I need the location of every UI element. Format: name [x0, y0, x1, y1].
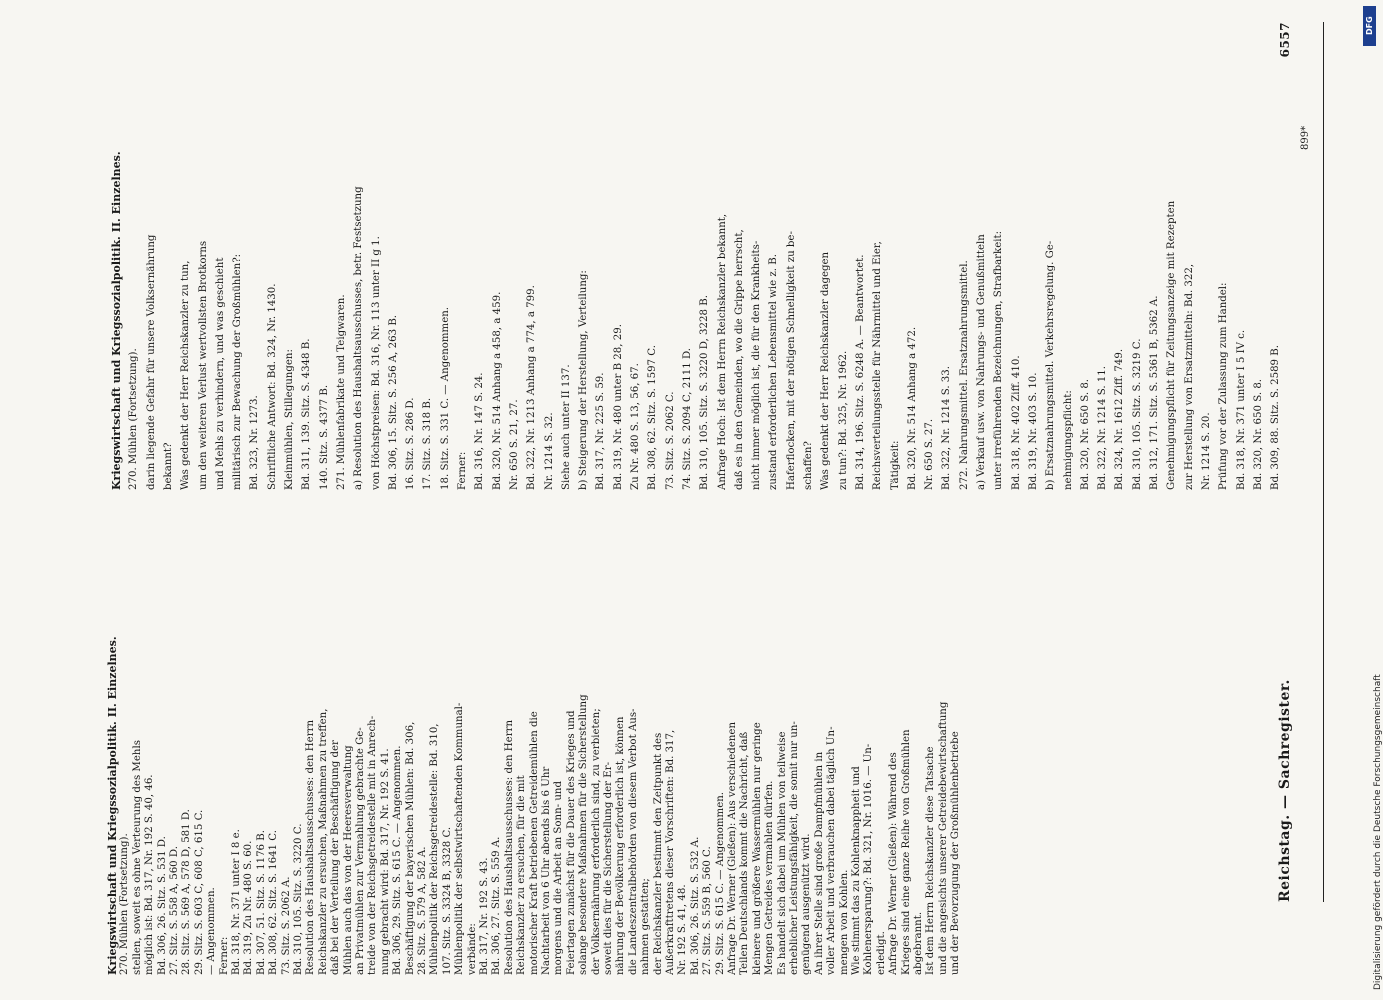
dfg-logo: DFG [1363, 6, 1376, 46]
text-line: solange besondere Maßnahmen für die Sicherstellung [578, 694, 590, 975]
text-line: erheblicher Leistungsfähigkeit, die somit nur un- [789, 721, 800, 975]
text-line: Bd. 324, Nr. 1612 Ziff. 749. [1114, 348, 1126, 490]
text-line: a) Verkauf usw. von Nahrungs- und Genußmitteln [976, 234, 987, 490]
text-line: Bd. 322, Nr. 1214 S. 33. [941, 365, 953, 490]
text-line: morgens und die Arbeit an Sonn- und [553, 781, 565, 975]
text-line: Bd. 319, Zu Nr. 480 S. 60. [243, 840, 255, 975]
text-line: Ist dem Herrn Reichskanzler diese Tatsache [925, 746, 937, 975]
text-line: nehmigungspflicht: [1062, 390, 1074, 490]
text-line: genügend ausgenützt wird. [801, 833, 813, 975]
text-line: Was gedenkt der Herr Reichskanzler dagegen [820, 251, 832, 490]
text-line: Bd. 307, 51. Sitz. S. 1176 B. [255, 829, 267, 975]
text-line: 27. Sitz. S. 558 A, 560 D. [169, 846, 180, 975]
text-line: Mühlen auch das von der Heeresverwaltung [342, 745, 354, 975]
text-line: Bd. 308, 62. Sitz. S. 1597 C. [647, 345, 659, 490]
text-line: an Privatmühlen zur Vermahlung gebrachte Ge- [355, 727, 366, 975]
text-line: nung gebracht wird: Bd. 317, Nr. 192 S. 41. [379, 748, 391, 975]
text-line: Außerkrafttretens dieser Vorschriften: Bd. 317, [665, 729, 676, 975]
text-line: 16. Sitz. S. 286 D. [405, 397, 417, 490]
text-line: Nr. 650 S. 27. [924, 418, 936, 490]
text-line: Resolution des Haushaltsausschusses: den Herrn [305, 719, 317, 975]
text-line: 140. Sitz. S. 4377 B. [318, 384, 330, 490]
text-line: Mengen Getreides vermahlen dürfen. [764, 780, 776, 975]
text-line: Bd. 306, 26. Sitz. S. 532 A. [689, 836, 701, 975]
text-line: Bd. 320, Nr. 514 Anhang a 458, a 459. [491, 291, 503, 490]
text-line: Bd. 319, Nr. 480 unter B 28, 29. [612, 324, 624, 490]
text-line: stellen, soweit es ohne Verteurung des Mehls [131, 740, 143, 975]
text-line: treide von der Reichsgetreidestelle mit in Anrech- [367, 715, 379, 975]
text-line: Bd. 312, 171. Sitz. S. 5361 B, 5362 A. [1149, 295, 1160, 490]
text-line: Wie stimmt das zu Kohlenknappheit und [851, 766, 862, 975]
text-line: nicht immer möglich ist, die für den Krankheits- [751, 240, 763, 490]
text-line: nährung der Bevölkerung erforderlich ist, können [615, 716, 627, 975]
text-line: daß bei der Verteilung der Beschäftigung der [330, 740, 342, 975]
text-line: Nr. 192 S. 41, 48. [677, 884, 689, 975]
text-line: darin liegende Gefahr für unsere Volksernährung [145, 234, 157, 490]
text-line: zu tun?: Bd. 325, Nr. 1962. [837, 350, 849, 490]
page-number: 6557 [1278, 22, 1292, 58]
text-line: Bd. 320, Nr. 514 Anhang a 472. [906, 326, 918, 490]
text-line: Bd. 310, 105. Sitz. S. 3219 C. [1131, 338, 1143, 490]
text-line: Bd. 320, Nr. 650 S. 8. [1079, 378, 1091, 490]
text-line: kleinere und größere Wassermühlen nur geringe [751, 722, 763, 975]
text-line: militärisch zur Bewachung der Großmühlen?: [232, 253, 244, 490]
text-line: Bd. 322, Nr. 1213 Anhang a 774, a 799. [526, 285, 538, 490]
text-line: 27. Sitz. S. 559 B, 560 C. [702, 846, 714, 975]
text-line: mengen von Kohlen. [838, 869, 850, 975]
footer-mark: 899* [1300, 125, 1311, 150]
text-line: Nr. 1214 S. 20. [1200, 412, 1212, 490]
text-line: Bd. 323, Nr. 1273. [249, 395, 261, 490]
text-line: Krieges sind eine ganze Reihe von Großmühlen [900, 729, 912, 975]
text-line: Bd. 310, 105. Sitz. S. 3220 C. [293, 823, 304, 975]
left-column [98, 505, 978, 983]
text-line: Ferner: [457, 451, 468, 490]
text-line: Prüfung vor der Zulassung zum Handel: [1218, 282, 1230, 490]
section-head: Kriegswirtschaft und Kriegssozialpolitik. II. Einzelnes. [110, 151, 123, 490]
text-line: 74. Sitz. S. 2094 C, 2111 D. [681, 348, 693, 490]
text-line: Es handelt sich dabei um Mühlen von teilweise [776, 731, 788, 975]
text-line: 28. Sitz. S. 579 A, 582 A. [417, 846, 428, 975]
text-line: Reichskanzler zu ersuchen, Maßnahmen zu treffen, [317, 708, 329, 975]
text-line: 270. Mühlen (Fortsetzung). [119, 833, 131, 975]
text-line: unter irreführenden Bezeichnungen, Strafbarkeit: [993, 230, 1005, 490]
right-column [98, 22, 1338, 497]
text-line: Bd. 308, 62. Sitz. S. 1641 C. [268, 830, 280, 975]
text-line: Kleinmühlen, Stillegungen: [284, 349, 295, 490]
text-line: Haferflocken, mit der nötigen Schnelligkeit zu be- [785, 231, 797, 490]
text-line: Schriftliche Antwort: Bd. 324, Nr. 1430. [266, 283, 278, 490]
text-line: Bd. 316, Nr. 147 S. 24. [474, 372, 486, 490]
text-line: voller Arbeit und verbrauchen dabei täglich Un- [826, 726, 838, 975]
text-line: Reichsverteilungsstelle für Nährmittel und Eier, [872, 241, 884, 490]
text-line: und Mehls zu verhindern, und was geschieht [214, 257, 226, 490]
text-line: und die angesichts unserer Getreidebewirtschaftung [937, 701, 949, 975]
text-line: soweit dies für die Sicherstellung der Er- [603, 761, 614, 975]
text-line: abgebrannt. [913, 911, 924, 975]
text-line: der Reichskanzler bestimmt den Zeitpunkt des [652, 732, 664, 975]
text-line: Ferner: [218, 936, 230, 975]
section-head: Kriegswirtschaft und Kriegssozialpolitik. II. Einzelnes. [106, 636, 119, 975]
text-line: 272. Nahrungsmittel. Ersatznahrungsmittel. [958, 260, 970, 490]
text-line: Genehmigungspflicht für Zeitungsanzeige mit Rezepten [1166, 200, 1178, 490]
text-line: möglich ist: Bd. 317, Nr. 192 S. 40, 46. [144, 774, 156, 975]
text-line: motorischer Kraft betriebenen Getreidemühlen die [528, 711, 540, 975]
text-line: Nr. 1214 S. 32. [543, 412, 555, 490]
text-line: Bd. 314, 196. Sitz. S. 6248 A. — Beantwortet. [854, 254, 866, 490]
text-line: Bd. 311, 139. Sitz. S. 4348 B. [301, 338, 313, 490]
text-line: von Höchstpreisen: Bd. 316, Nr. 113 unter II g 1. [370, 236, 382, 490]
text-line: Kohlenersparung?: Bd. 321, Nr. 1016. — Un- [863, 743, 875, 975]
text-line: Bd. 322, Nr. 1214 S. 11. [1097, 365, 1109, 490]
text-line: 271. Mühlenfabrikate und Teigwaren. [335, 294, 347, 490]
text-line: die Landeszentralbehörden von diesem Verbot Aus- [627, 708, 639, 975]
text-line: Bd. 320, Nr. 650 S. 8. [1252, 378, 1264, 490]
text-line: daß es in den Gemeinden, wo die Grippe herrscht, [733, 229, 745, 490]
text-line: nahmen gestatten; [640, 878, 652, 975]
text-line: Bd. 306, 15. Sitz. S. 256 A, 263 B. [387, 314, 399, 490]
text-line: 18. Sitz. S. 331 C. — Angenommen. [439, 306, 451, 490]
text-line: 17. Sitz. S. 318 B. [422, 397, 434, 490]
text-line: schaffen? [803, 441, 814, 490]
text-line: Was gedenkt der Herr Reichskanzler zu tun, [180, 260, 192, 490]
text-line: 73. Sitz. S. 2062 A. [280, 876, 292, 975]
text-line: Bd. 306, 27. Sitz. S. 559 A. [491, 836, 503, 975]
text-line: 107. Sitz. S. 3324 B, 3328 C. [441, 826, 453, 975]
text-line: Beschäftigung der bayerischen Mühlen: Bd. 306, [404, 721, 416, 975]
text-line: An ihrer Stelle sind große Dampfmühlen in [813, 751, 825, 975]
text-line: Nr. 650 S. 21, 27. [508, 399, 520, 490]
text-line: bekannt? [162, 442, 174, 490]
text-line: b) Ersatznahrungsmittel. Verkehrsregelung. Ge- [1045, 240, 1057, 490]
text-line: zur Herstellung von Ersatzmitteln: Bd. 322, [1183, 263, 1195, 490]
text-line: der Volksernährung erforderlich sind, zu verbieten; [590, 708, 602, 975]
text-line: Resolution des Haushaltsausschusses: den Herrn [503, 719, 515, 975]
text-line: Bd. 318, Nr. 371 unter I 5 IV c. [1235, 329, 1247, 490]
text-line: Reichskanzler zu ersuchen, für die mit [516, 775, 528, 975]
text-line: und der Bevorzugung der Großmühlenbetriebe [950, 731, 962, 975]
text-line: a) Resolution des Haushaltsausschusses, betr. Festsetzung [353, 186, 365, 490]
text-line: Bd. 309, 88. Sitz. S. 2589 B. [1270, 344, 1282, 490]
text-line: Anfrage Dr. Werner (Gießen): Aus verschiedenen [727, 721, 738, 975]
running-head-title: Reichstag. — Sachregister. [1277, 679, 1293, 902]
text-line: Bd. 306, 29. Sitz. S. 615 C. — Angenommen. [392, 745, 404, 975]
text-line: Mühlenpolitik der selbstwirtschaftenden Kommunal- [454, 702, 466, 975]
text-line: Bd. 318, Nr. 402 Ziff. 410. [1010, 355, 1022, 490]
text-line: Zu Nr. 480 S. 13, 56, 67. [630, 363, 641, 490]
text-line: b) Steigerung der Herstellung, Verteilung: [578, 270, 590, 490]
digitization-credit: Digitalisierung gefördert durch die Deutsche Forschungsgemeinschaft [1373, 674, 1383, 990]
text-line: Nachtarbeit von 6 Uhr abends bis 6 Uhr [541, 766, 552, 975]
text-line: Mühlenpolitik der Reichsgetreidestelle: Bd. 310, [429, 723, 441, 975]
text-line: Feiertagen zunächst für die Dauer des Krieges und [565, 710, 577, 975]
text-line: Anfrage Dr. Werner (Gießen): Während des [888, 752, 900, 975]
text-line: 270. Mühlen (Fortsetzung). [128, 348, 140, 490]
text-line: 28. Sitz. S. 569 A, 578 D, 581 D. [181, 809, 193, 975]
text-line: 73. Sitz. S. 2062 C. [664, 391, 676, 490]
text-line: Teilen Deutschlands kommt die Nachricht, daß [739, 731, 751, 975]
text-line: 29. Sitz. S. 615 C. — Angenommen. [714, 791, 726, 975]
text-line: — Angenommen. [206, 887, 218, 975]
text-line: Bd. 310, 105. Sitz. S. 3220 D, 3228 B. [699, 295, 711, 490]
text-line: Bd. 306, 26. Sitz. S. 531 D. [156, 836, 168, 975]
text-line: Siehe auch unter II 137. [560, 364, 572, 490]
text-line: zustand erforderlichen Lebensmittel wie z. B. [768, 254, 780, 490]
text-line: erledigt. [875, 931, 887, 975]
text-line: verbände: [466, 923, 478, 975]
text-line: Tätigkeit: [889, 440, 901, 490]
text-line: um den weiteren Verlust wertvollsten Brotkorns [197, 240, 209, 490]
text-line: Anfrage Hoch: Ist dem Herrn Reichskanzler bekannt, [716, 213, 728, 490]
text-line: 29. Sitz. S. 603 C, 608 C, 615 C. [193, 809, 205, 975]
text-line: Bd. 318, Nr. 371 unter I 8 e. [231, 829, 242, 975]
text-line: Bd. 319, Nr. 403 S. 10. [1027, 372, 1039, 490]
text-line: Bd. 317, Nr. 192 S. 43. [479, 857, 490, 975]
text-line: Bd. 317, Nr. 225 S. 59. [595, 372, 607, 490]
